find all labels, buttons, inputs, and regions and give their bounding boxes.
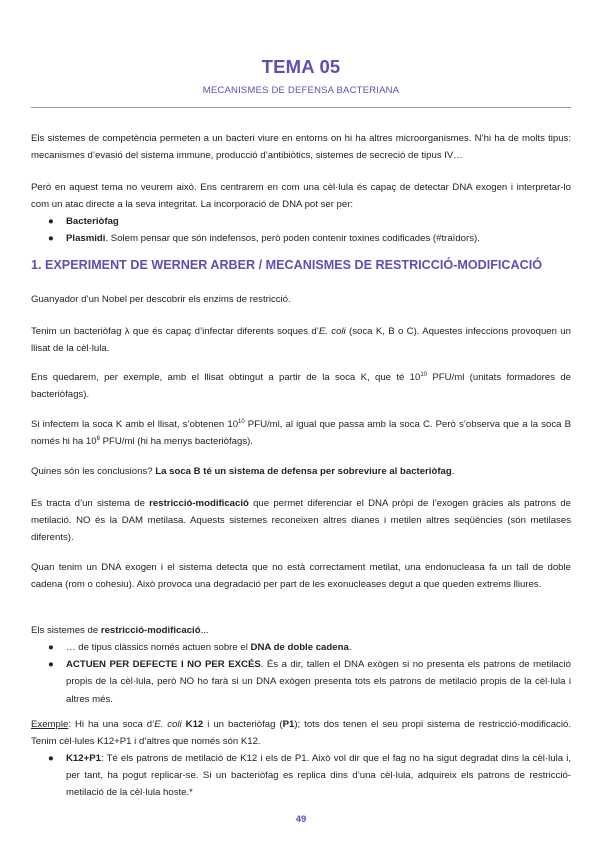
page-title: TEMA 05	[261, 56, 341, 77]
paragraph-restriction-modification: Es tracta d’un sistema de restricció-modificació que permet diferenciar el DNA pròpi de l’exogen gràcies als patrons de metilació. NO és la DAM metilasa. Aquests sistemes reconeixen altres dianes i metilen altres seqüències (són metilases diferents).	[31, 498, 571, 544]
bullet-icon: ●	[48, 233, 54, 245]
bullet-icon: ●	[48, 216, 54, 227]
list-item: ● Plasmidi. Solem pensar que són indefensos, però poden contenir toxines codificades (#traïdors).	[31, 230, 571, 247]
section-heading: 1. EXPERIMENT DE WERNER ARBER / MECANISMES DE RESTRICCIÓ-MODIFICACIÓ	[31, 258, 543, 272]
page-number: 49	[295, 814, 307, 825]
paragraph-exogenous-dna: Quan tenim un DNA exogen i el sistema detecta que no està correctament metilat, una endonucleasa fa un tall de doble cadena (rom o cohesiu). Això provoca una degradació per part de les exonucleases degut a que queden extrems lliures.	[31, 562, 571, 591]
paragraph-phage: Tenim un bacteriòfag λ que és capaç d’infectar diferents soques d’E. coli (soca K, B o C). Aquestes infeccions provoquen un llisat de la cèl·lula.	[31, 326, 571, 355]
paragraph-nobel: Guanyador d’un Nobel per descobrir els enzims de restricció.	[31, 294, 291, 305]
page-subtitle: MECANISMES DE DEFENSA BACTERIANA	[202, 85, 400, 96]
systems-bullet-list	[31, 639, 571, 708]
paragraph-conclusion: Quines són les conclusions? La soca B té un sistema de defensa per sobreviure al bacteriòfag.	[31, 466, 455, 477]
intro-paragraph-1: Els sistemes de competència permeten a un bacteri viure en entorns on hi ha altres microorganismes. N’hi ha de molts tipus: mecanismes d’evasió del sistema immune, producció d’antibiòtics, sistemes de secreció de tipus IV…	[31, 133, 571, 162]
list-item: ● K12+P1: Té els patrons de metilació de K12 i els de P1. Això vol dir que el fag no ha sigut degradat dins la cèl·lula i, per tant, ha pogut replicar-se. Si un bacteriòfag es replica dins d’una cèl·lula, adquireix els patrons de restricció-metilació de la cèl·lula hoste.*	[31, 750, 571, 802]
header-divider	[31, 107, 571, 108]
example-bullet-list	[31, 750, 571, 802]
paragraph-example: Exemple: Hi ha una soca d’E. coli K12 i un bacteriòfag (P1); tots dos tenen el seu propi sistema de restricció-modificació. Tenim cèl·lules K12+P1 i d’altres que només són K12.	[31, 719, 571, 748]
paragraph-lysate: Ens quedarem, per exemple, amb el llisat obtingut a partir de la soca K, que té $10^{10}$ PFU/ml (unitats formadores de bacteriòfags).	[31, 372, 571, 401]
list-item: ● ACTUEN PER DEFECTE I NO PER EXCÉS. És a dir, tallen el DNA exògen si no presenta els patrons de metilació propis de la cèl·lula, però NO ho farà si un DNA exògen presenta tots els patrons de metilació propis de la cèl·lula i altres més.	[31, 656, 571, 708]
intro-paragraph-2: Però en aquest tema no veurem això. Ens centrarem en com una cèl·lula és capaç de detectar DNA exogen i interpretar-lo com un atac directe a la seva integritat. La incorporació de DNA pot ser per:	[31, 182, 571, 211]
bullet-icon: ●	[48, 753, 54, 764]
bullet-icon: ●	[48, 642, 54, 653]
list-item: ● Bacteriòfag	[31, 213, 571, 230]
intro-bullet-list	[31, 213, 571, 247]
list-item: ● … de tipus clàssics només actuen sobre el DNA de doble cadena.	[31, 639, 571, 656]
paragraph-systems-intro: Els sistemes de restricció-modificació...	[31, 625, 209, 636]
bullet-icon: ●	[48, 659, 54, 671]
paragraph-infection: Si infectem la soca K amb el llisat, s’obtenen $10^{10}$ PFU/ml, al igual que passa amb la soca C. Però s’observa que a la soca B només hi ha $10^6$ PFU/ml (hi ha menys bacteriòfags).	[31, 419, 571, 448]
